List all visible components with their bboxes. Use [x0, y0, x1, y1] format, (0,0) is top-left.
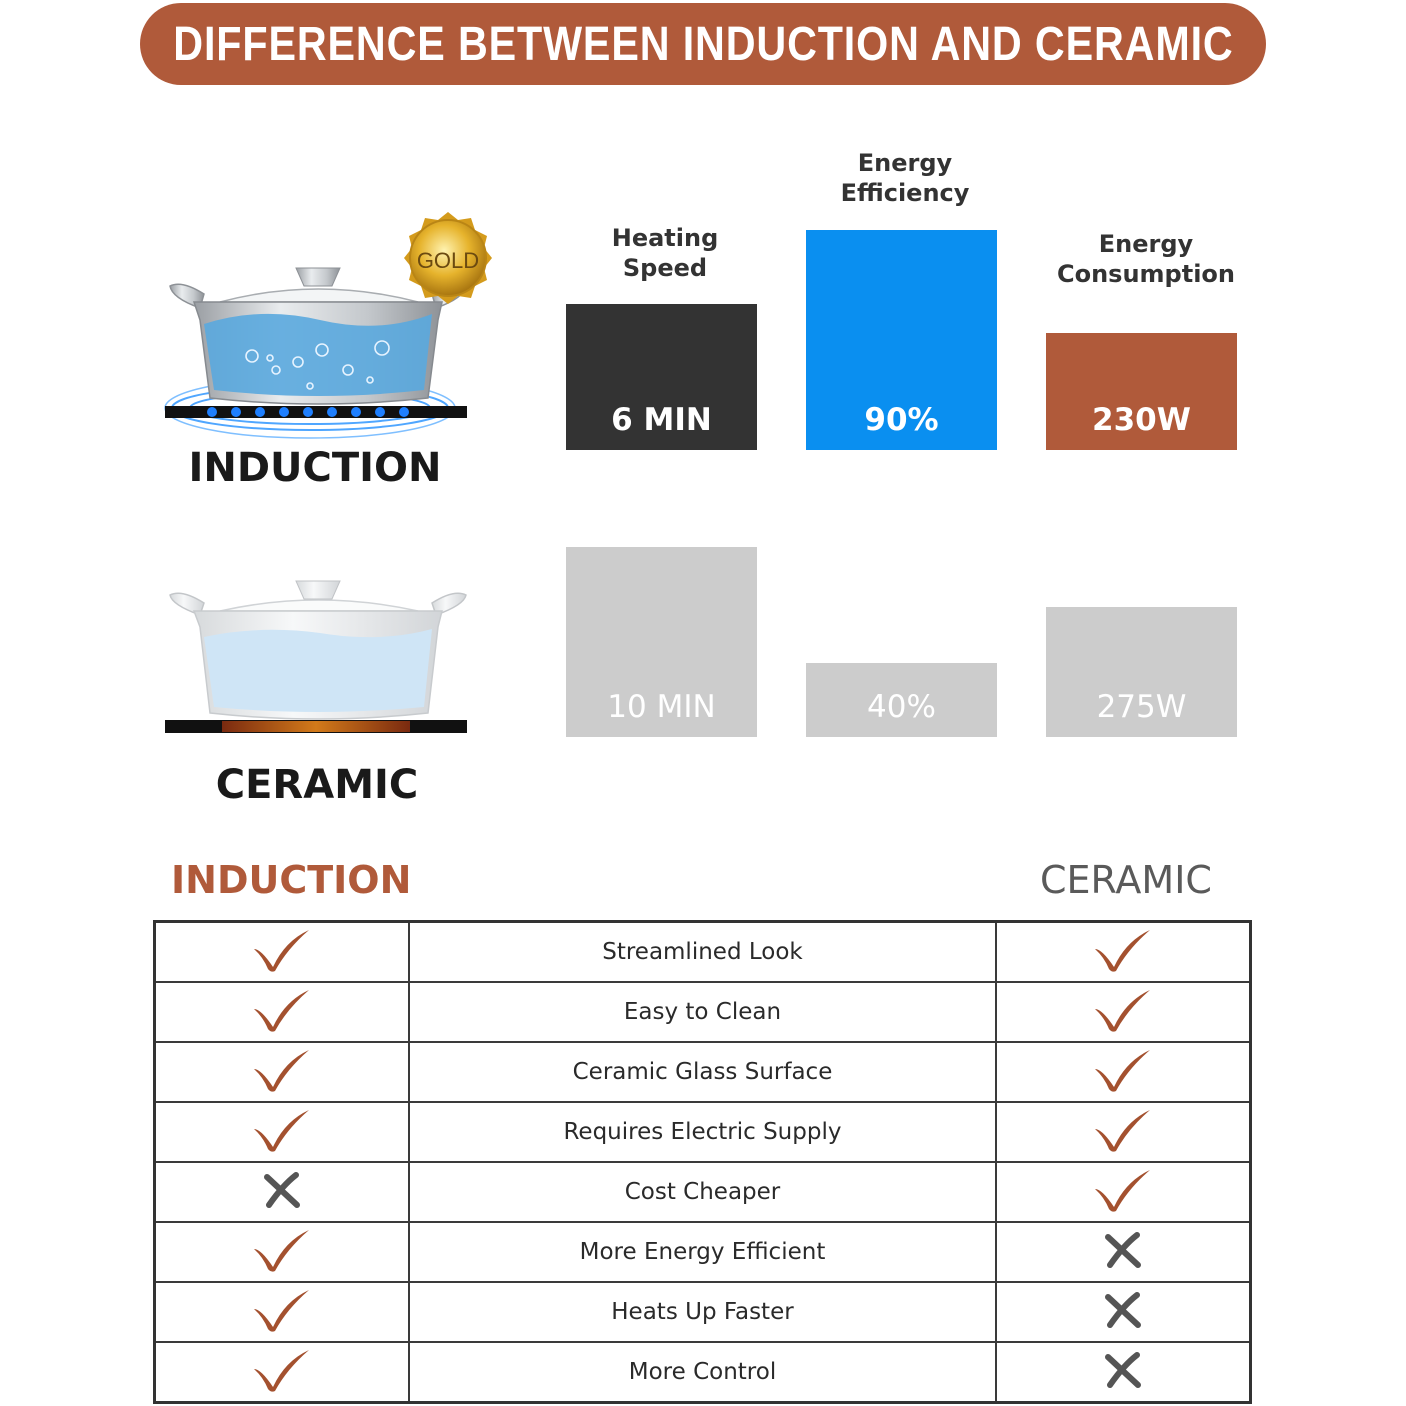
induction-cell: [155, 1342, 409, 1403]
feature-label: Heats Up Faster: [409, 1282, 996, 1342]
page-title: DIFFERENCE BETWEEN INDUCTION AND CERAMIC: [172, 17, 1234, 71]
table-row: [155, 1162, 1251, 1222]
ceramic-stove-label: CERAMIC: [215, 762, 419, 808]
feature-label: Streamlined Look: [409, 922, 996, 983]
svg-text:GOLD: GOLD: [416, 248, 480, 273]
check-icon: [1092, 1047, 1154, 1097]
induction-cell: [155, 922, 409, 983]
induction-energy-efficiency-bar: [806, 230, 997, 450]
ceramic-energy-efficiency-value: 40%: [867, 689, 936, 725]
ceramic-energy-consumption-value: 275W: [1096, 689, 1187, 725]
ceramic-cell: [996, 1162, 1250, 1222]
comparison-table: [153, 920, 1252, 1404]
ceramic-cell: [996, 922, 1250, 983]
ceramic-heating-speed-bar: [566, 547, 757, 737]
cross-icon: [1104, 1291, 1142, 1333]
cross-icon: [1104, 1231, 1142, 1273]
check-icon: [251, 987, 313, 1037]
ceramic-column-heading: CERAMIC: [1040, 858, 1212, 902]
feature-label: More Energy Efficient: [409, 1222, 996, 1282]
ceramic-cell: [996, 982, 1250, 1042]
check-icon: [251, 1227, 313, 1277]
induction-cell: [155, 1102, 409, 1162]
title-banner: [140, 3, 1266, 85]
induction-energy-consumption-bar: [1046, 333, 1237, 450]
table-row: [155, 1282, 1251, 1342]
table-row: [155, 1102, 1251, 1162]
check-icon: [251, 1347, 313, 1397]
feature-label: Ceramic Glass Surface: [409, 1042, 996, 1102]
check-icon: [1092, 1167, 1154, 1217]
ceramic-energy-efficiency-bar: [806, 663, 997, 737]
check-icon: [1092, 927, 1154, 977]
feature-label: Requires Electric Supply: [409, 1102, 996, 1162]
cross-icon: [263, 1171, 301, 1213]
check-icon: [251, 1047, 313, 1097]
ceramic-energy-consumption-bar: [1046, 607, 1237, 737]
induction-energy-consumption-value: 230W: [1092, 402, 1191, 438]
induction-cell: [155, 1162, 409, 1222]
table-row: [155, 1342, 1251, 1403]
ceramic-cell: [996, 1042, 1250, 1102]
gold-badge-icon: [404, 212, 492, 304]
check-icon: [251, 1287, 313, 1337]
ceramic-pot-illustration: [160, 575, 480, 740]
ceramic-cell: [996, 1342, 1250, 1403]
induction-cell: [155, 1282, 409, 1342]
check-icon: [251, 927, 313, 977]
energy-efficiency-label: Energy Efficiency: [840, 149, 970, 207]
induction-energy-efficiency-value: 90%: [864, 402, 939, 438]
check-icon: [1092, 987, 1154, 1037]
ceramic-heating-speed-value: 10 MIN: [607, 689, 716, 725]
ceramic-cell: [996, 1282, 1250, 1342]
induction-pot-illustration: [160, 210, 505, 440]
feature-label: More Control: [409, 1342, 996, 1403]
energy-consumption-label: Energy Consumption: [1056, 230, 1236, 288]
check-icon: [1092, 1107, 1154, 1157]
induction-cell: [155, 1042, 409, 1102]
ceramic-cell: [996, 1222, 1250, 1282]
induction-column-heading: INDUCTION: [171, 858, 412, 902]
ceramic-cell: [996, 1102, 1250, 1162]
heating-speed-label: Heating Speed: [611, 224, 719, 282]
induction-heating-speed-value: 6 MIN: [611, 402, 712, 438]
table-row: [155, 982, 1251, 1042]
induction-cell: [155, 1222, 409, 1282]
table-row: [155, 1042, 1251, 1102]
feature-label: Easy to Clean: [409, 982, 996, 1042]
table-row: [155, 922, 1251, 983]
induction-heating-speed-bar: [566, 304, 757, 450]
table-row: [155, 1222, 1251, 1282]
induction-stove-label: INDUCTION: [188, 445, 442, 491]
cross-icon: [1104, 1351, 1142, 1393]
check-icon: [251, 1107, 313, 1157]
feature-label: Cost Cheaper: [409, 1162, 996, 1222]
induction-cell: [155, 982, 409, 1042]
